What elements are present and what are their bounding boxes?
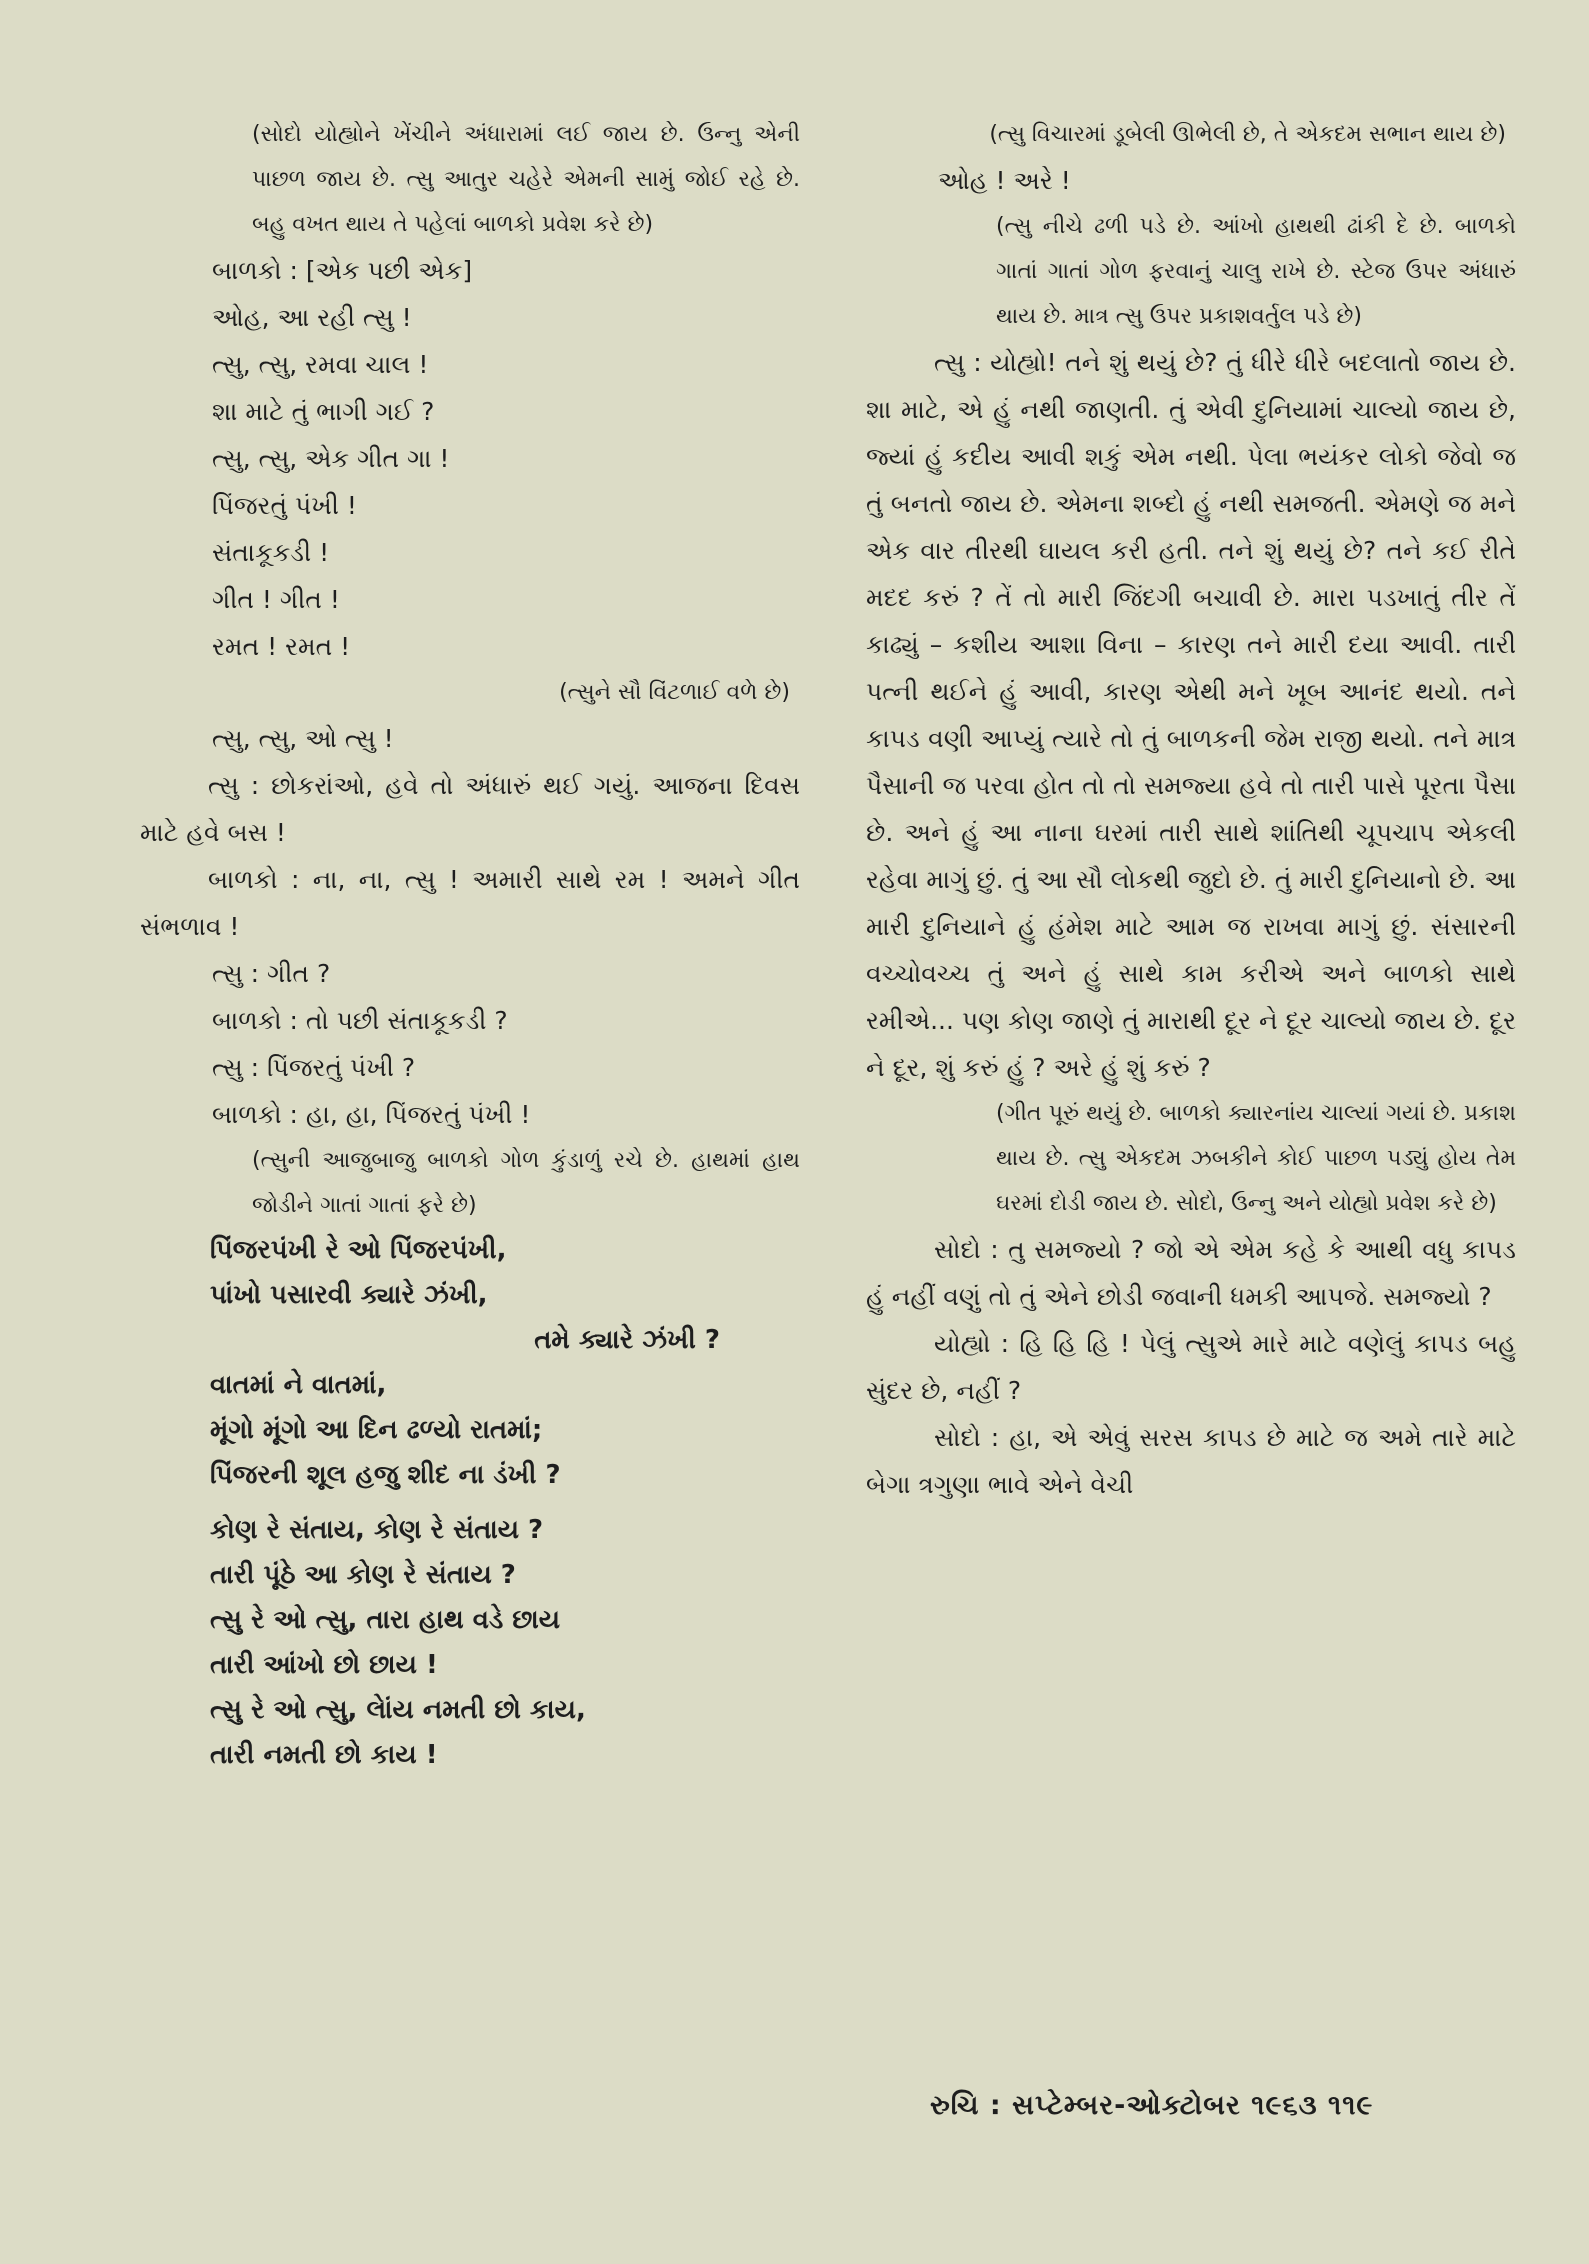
dialogue-line: ત્સુ, ત્સુ, રમવા ચાલ ! [212, 350, 429, 379]
song-line: પાંખો પસારવી ક્યારે ઝંખી, [210, 1280, 488, 1310]
dialogue-line: ત્સુ, ત્સુ, એક ગીત ગા ! [212, 444, 450, 473]
song-line: તારી નમતી છો કાય ! [210, 1740, 438, 1770]
dialogue-line: ત્સુ, ત્સુ, ઓ ત્સુ ! [212, 724, 394, 753]
song-line: ત્સુ રે ઓ ત્સુ, તારા હાથ વડે છાય [210, 1605, 561, 1635]
song-line: તમે ક્યારે ઝંખી ? [534, 1325, 720, 1355]
dialogue-line: રમત ! રમત ! [212, 632, 351, 661]
dialogue-paragraph: ત્સુ : છોકરાંઓ, હવે તો અંધારું થઈ ગયું. આજના દિવસ માટે હવે બસ ! [140, 771, 800, 847]
song-line: પિંજરની શૂલ હજુ શીદ ના ડંખી ? [210, 1460, 561, 1490]
song-line: તારી આંખો છો છાય ! [210, 1650, 438, 1680]
song-line: વાતમાં ને વાતમાં, [210, 1370, 387, 1400]
dialogue-line: બાળકો : [એક પછી એક] [212, 256, 473, 285]
stage-direction: (ત્સુને સૌ વિંટળાઈ વળે છે) [559, 680, 790, 705]
dialogue-line: બાળકો : તો પછી સંતાકૂકડી ? [212, 1006, 508, 1035]
dialogue-line: ત્સુ : ગીત ? [212, 959, 331, 988]
stage-direction: (ત્સુ નીચે ઢળી પડે છે. આંખો હાથથી ઢાંકી દે છે. બાળકો ગાતાં ગાતાં ગોળ ફરવાનું ચાલુ રાખે છે. સ્ટેજ ઉપર અંધારું થાય છે. માત્ર ત્સુ ઉપર પ્રકાશવર્તુલ પડે છે) [996, 214, 1516, 329]
dialogue-paragraph: સોદો : તુ સમજ્યો ? જો એ એમ કહે કે આથી વધુ કાપડ હું નહીં વણું તો તું એને છોડી જવાની ધમકી આપજે. સમજ્યો ? [866, 1235, 1516, 1311]
song-line: મૂંગો મૂંગો આ દિન ઢળ્યો રાતમાં; [210, 1415, 543, 1445]
right-column [866, 112, 1516, 1508]
song-line: તારી પૂંઠે આ કોણ રે સંતાય ? [210, 1560, 516, 1590]
dialogue-paragraph: યોહ્યો : હિ હિ હિ ! પેલું ત્સુએ મારે માટે વણેલું કાપડ બહુ સુંદર છે, નહીં ? [866, 1329, 1516, 1405]
dialogue-line: ગીત ! ગીત ! [212, 585, 340, 614]
dialogue-paragraph: બાળકો : ના, ના, ત્સુ ! અમારી સાથે રમ ! અમને ગીત સંભળાવ ! [140, 865, 800, 941]
dialogue-line: બાળકો : હા, હા, પિંજરતું પંખી ! [212, 1100, 531, 1129]
song-line: કોણ રે સંતાય, કોણ રે સંતાય ? [210, 1515, 544, 1545]
left-column [140, 112, 800, 1778]
stage-direction: (ત્સુની આજુબાજુ બાળકો ગોળ કુંડાળું રચે છે. હાથમાં હાથ જોડીને ગાતાં ગાતાં ફરે છે) [252, 1148, 800, 1218]
stage-direction: (ત્સુ વિચારમાં ડૂબેલી ઊભેલી છે, તે એકદમ સભાન થાય છે) [989, 122, 1506, 147]
dialogue-line: ઓહ, આ રહી ત્સુ ! [212, 303, 412, 332]
dialogue-paragraph: ત્સુ : યોહ્યો! તને શું થયું છે? તું ધીરે ધીરે બદલાતો જાય છે. શા માટે, એ હું નથી જાણતી. તું એવી દુનિયામાં ચાલ્યો જાય છે, જ્યાં હું કદીય આવી શકું એમ નથી. પેલા ભયંકર લોકો જેવો જ તું બનતો જાય છે. એમના શબ્દો હું નથી સમજતી. એમણે જ મને એક વાર તીરથી ઘાયલ કરી હતી. તને શું થયું છે? તને કઈ રીતે મદદ કરું ? તેં તો મારી જિંદગી બચાવી છે. મારા પડખાતું તીર તેં કાઢ્યું – કશીય આશા વિના – કારણ તને મારી દયા આવી. તારી પત્ની થઈને હું આવી, કારણ એથી મને ખૂબ આનંદ થયો. તને કાપડ વણી આપ્યું ત્યારે તો તું બાળકની જેમ રાજી થયો. તને માત્ર પૈસાની જ પરવા હોત તો તો સમજ્યા હવે તો તારી પાસે પૂરતા પૈસા છે. અને હું આ નાના ઘરમાં તારી સાથે શાંતિથી ચૂપચાપ એકલી રહેવા માગું છું. તું આ સૌ લોકથી જુદો છે. તું મારી દુનિયાનો છે. આ મારી દુનિયાને હું હંમેશ માટે આમ જ રાખવા માગું છું. સંસારની વચ્ચોવચ્ચ તું અને હું સાથે કામ કરીએ અને બાળકો સાથે રમીએ... પણ કોણ જાણે તું મારાથી દૂર ને દૂર ચાલ્યો જાય છે. દૂર ને દૂર, શું કરું હું ? અરે હું શું કરું ? [866, 348, 1516, 1082]
dialogue-line: ઓહ ! અરે ! [938, 166, 1071, 195]
dialogue-line: સંતાકૂકડી ! [212, 538, 330, 567]
page-footer: રુચિ : સપ્ટેમ્બર-ઓક્ટોબર ૧૯૬૩ ૧૧૯ [930, 2090, 1374, 2121]
song-line: ત્સુ રે ઓ ત્સુ, લેાંય નમતી છો કાય, [210, 1695, 586, 1725]
dialogue-line: ત્સુ : પિંજરતું પંખી ? [212, 1053, 416, 1082]
dialogue-line: શા માટે તું ભાગી ગઈ ? [212, 397, 435, 426]
song-line: પિંજરપંખી રે ઓ પિંજરપંખી, [210, 1235, 507, 1265]
dialogue-paragraph: સોદો : હા, એ એવું સરસ કાપડ છે માટે જ અમે તારે માટે બેગા ત્રગુણા ભાવે એને વેચી [866, 1423, 1516, 1499]
stage-direction: (ગીત પૂરું થયું છે. બાળકો ક્યારનાંય ચાલ્યાં ગયાં છે. પ્રકાશ થાય છે. ત્સુ એકદમ ઝબકીને કોઈ પાછળ પડ્યું હોય તેમ ઘરમાં દોડી જાય છે. સોદો, ઉન્નુ અને યોહ્યો પ્રવેશ કરે છે) [996, 1101, 1516, 1216]
stage-direction: (સોદો યોહ્યોને ખેંચીને અંધારામાં લઈ જાય છે. ઉન્નુ એની પાછળ જાય છે. ત્સુ આતુર ચહેરે એમની સામું જોઈ રહે છે. બહુ વખત થાય તે પહેલાં બાળકો પ્રવેશ કરે છે) [252, 122, 800, 237]
dialogue-line: પિંજરતું પંખી ! [212, 491, 357, 520]
